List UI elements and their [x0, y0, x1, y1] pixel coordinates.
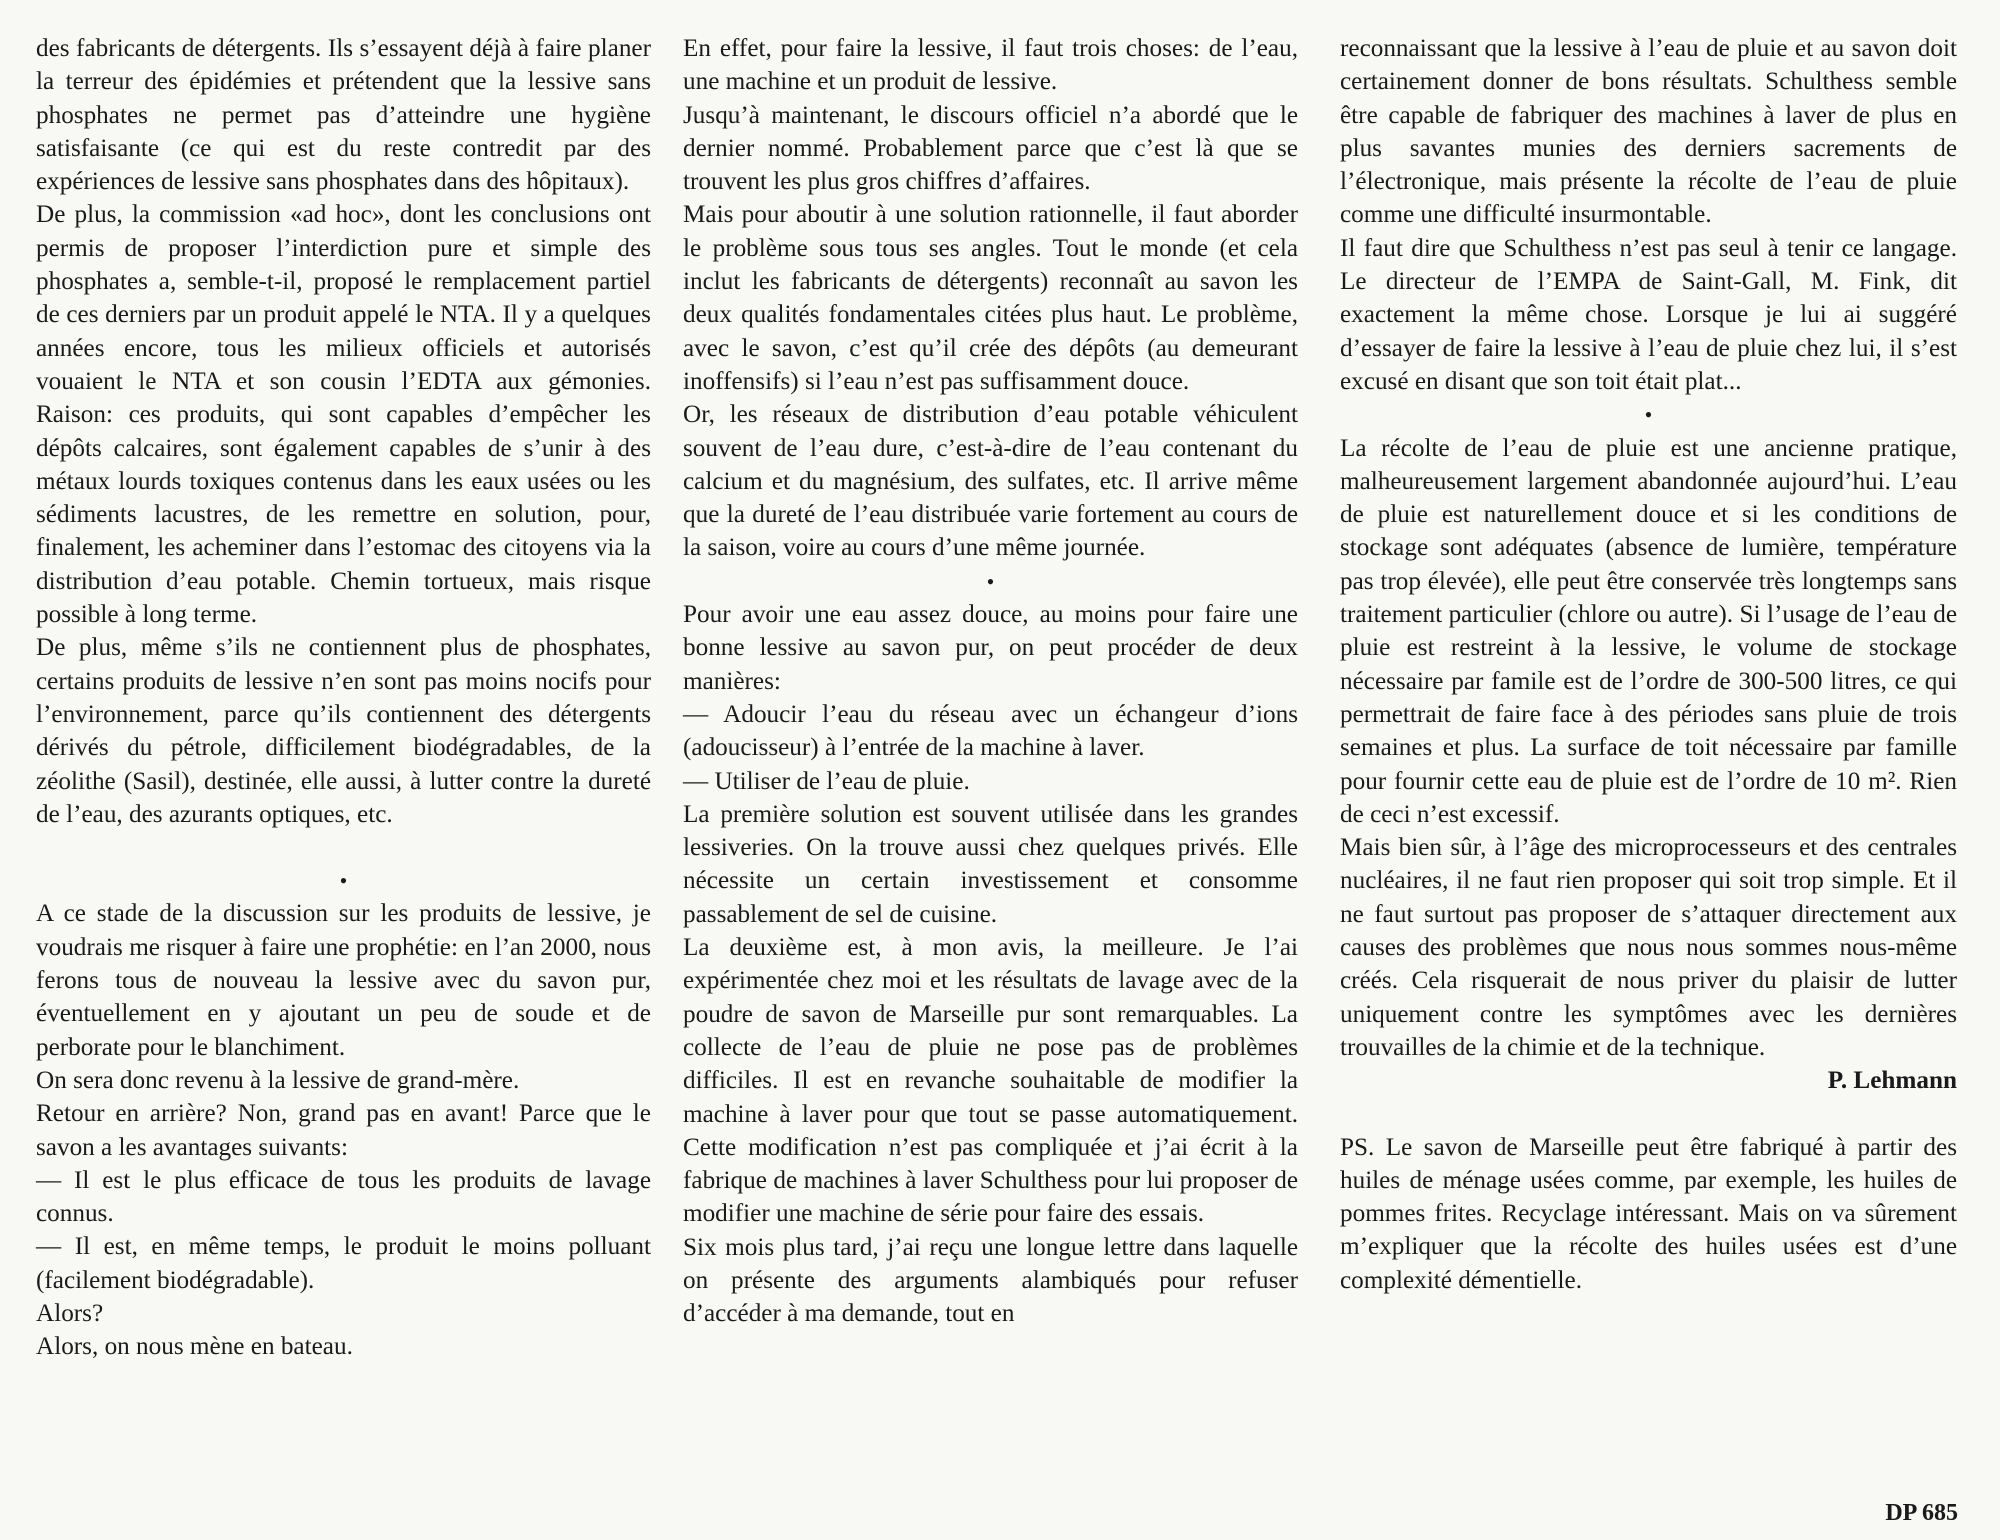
paragraph: Mais bien sûr, à l’âge des microprocesseurs et des centrales nucléaires, il ne faut rien proposer qui soit trop simple. Et il ne faut surtout pas proposer de s’attaquer directement aux causes des problèmes que nous nous sommes nous-même créés. Cela risquerait de nous priver du plaisir de lutter uniquement contre les symptômes avec les dernières trouvailles de la chimie et de la technique.: [1340, 834, 1957, 1061]
section-separator: •: [986, 568, 995, 594]
paragraph: Six mois plus tard, j’ai reçu une longue lettre dans laquelle on présente des arguments alambiqués pour refuser d’accéder à ma demande, tout en: [683, 1233, 1298, 1328]
column-2: [683, 32, 1298, 1331]
paragraph: A ce stade de la discussion sur les produits de lessive, je voudrais me risquer à faire une prophétie: en l’an 2000, nous ferons tous de nouveau la lessive avec du savon pur, éventuellement en y ajoutant un peu de soude et de perborate pour le blanchiment.: [36, 900, 651, 1061]
section-separator: •: [1644, 402, 1653, 428]
list-item: — Adoucir l’eau du réseau avec un échangeur d’ions (adoucisseur) à l’entrée de la machine à laver.: [683, 700, 1298, 762]
list-item: — Utiliser de l’eau de pluie.: [683, 767, 970, 795]
paragraph: Alors, on nous mène en bateau.: [36, 1333, 353, 1361]
paragraph: La deuxième est, à mon avis, la meilleure. Je l’ai expérimentée chez moi et les résultats de lavage avec de la poudre de savon de Marseille pur sont remarquables. La collecte de l’eau de pluie ne pose pas de problèmes difficiles. Il est en revanche souhaitable de modifier la machine à laver pour que tout se passe automatiquement. Cette modification n’est pas compliquée et j’ai écrit à la fabrique de machines à laver Schulthess pour lui proposer de modifier une machine de série pour faire des essais.: [683, 934, 1298, 1228]
paragraph: On sera donc revenu à la lessive de grand-mère.: [36, 1066, 520, 1094]
paragraph: En effet, pour faire la lessive, il faut trois choses: de l’eau, une machine et un produit de lessive.: [683, 35, 1298, 96]
paragraph: De plus, la commission «ad hoc», dont les conclusions ont permis de proposer l’interdiction pure et simple des phosphates a, semble-t-il, proposé le remplacement partiel de ces derniers par un produit appelé le NTA. Il y a quelques années encore, tous les milieux officiels et autorisés vouaient le NTA et son cousin l’EDTA aux gémonies. Raison: ces produits, qui sont capables d’empêcher les dépôts calcaires, sont également capables de s’unir à des métaux lourds toxiques contenus dans les eaux usées ou les sédiments lacustres, de les remettre en solution, pour, finalement, les acheminer dans l’estomac des citoyens via la distribution d’eau potable. Chemin tortueux, mais risque possible à long terme.: [36, 201, 651, 629]
paragraph: La récolte de l’eau de pluie est une ancienne pratique, malheureusement largement abandonnée aujourd’hui. L’eau de pluie est naturellement douce et si les conditions de stockage sont adéquates (absence de lumière, température pas trop élevée), elle peut être conservée très longtemps sans traitement particulier (chlore ou autre). Si l’usage de l’eau de pluie est restreint à la lessive, le volume de stockage nécessaire par famile est de l’ordre de 300-500 litres, ce qui permettrait de faire face à des périodes sans pluie de trois semaines et plus. La surface de toit nécessaire par famille pour fournir cette eau de pluie est de l’ordre de 10 m². Rien de ceci n’est excessif.: [1340, 434, 1957, 828]
paragraph: Alors?: [36, 1299, 104, 1327]
page-number: DP 685: [1885, 1500, 1958, 1526]
paragraph: La première solution est souvent utilisée dans les grandes lessiveries. On la trouve aussi chez quelques privés. Elle nécessite un certain investissement et consomme passablement de sel de cuisine.: [683, 800, 1298, 928]
paragraph: Or, les réseaux de distribution d’eau potable véhiculent souvent de l’eau dure, c’est-à-dire de l’eau contenant du calcium et du magnésium, des sulfates, etc. Il arrive même que la dureté de l’eau distribuée varie fortement au cours de la saison, voire au cours d’une même journée.: [683, 401, 1298, 562]
section-separator: •: [339, 868, 348, 894]
paragraph: Jusqu’à maintenant, le discours officiel n’a abordé que le dernier nommé. Probablement parce que c’est là que se trouvent les plus gros chiffres d’affaires.: [683, 101, 1298, 196]
paragraph: reconnaissant que la lessive à l’eau de pluie et au savon doit certainement donner de bons résultats. Schulthess semble être capable de fabriquer des machines à laver de plus en plus savantes munies des derniers sacrements de l’électronique, mais présente la récolte de l’eau de pluie comme une difficulté insurmontable.: [1340, 35, 1957, 229]
postscript: PS. Le savon de Marseille peut être fabriqué à partir des huiles de ménage usées comme, par exemple, les huiles de pommes frites. Recyclage intéressant. Mais on va sûrement m’expliquer que la récolte des huiles usées est d’une complexité démentielle.: [1340, 1133, 1957, 1294]
paragraph: des fabricants de détergents. Ils s’essayent déjà à faire planer la terreur des épidémies et prétendent que la lessive sans phosphates ne permet pas d’atteindre une hygiène satisfaisante (ce qui est du reste contredit par des expériences de lessive sans phosphates dans des hôpitaux).: [36, 35, 651, 196]
column-1: [36, 32, 651, 1364]
column-3: [1340, 32, 1957, 1297]
paragraph: Mais pour aboutir à une solution rationnelle, il faut aborder le problème sous tous ses angles. Tout le monde (et cela inclut les fabricants de détergents) reconnaît au savon les deux qualités fondamentales citées plus haut. Le problème, avec le savon, c’est qu’il crée des dépôts (au demeurant inoffensifs) si l’eau n’est pas suffisamment douce.: [683, 201, 1298, 395]
list-item: — Il est le plus efficace de tous les produits de lavage connus.: [36, 1166, 651, 1228]
paragraph: Pour avoir une eau assez douce, au moins pour faire une bonne lessive au savon pur, on peut procéder de deux manières:: [683, 601, 1298, 695]
paragraph: Retour en arrière? Non, grand pas en avant! Parce que le savon a les avantages suivants:: [36, 1100, 651, 1161]
list-item: — Il est, en même temps, le produit le moins polluant (facilement biodégradable).: [36, 1233, 651, 1294]
author-signature: P. Lehmann: [1827, 1067, 1957, 1095]
paragraph: De plus, même s’ils ne contiennent plus de phosphates, certains produits de lessive n’en sont pas moins nocifs pour l’environnement, parce qu’ils contiennent des détergents dérivés du pétrole, difficilement biodégradables, de la zéolithe (Sasil), destinée, elle aussi, à lutter contre la dureté de l’eau, des azurants optiques, etc.: [36, 634, 651, 828]
paragraph: Il faut dire que Schulthess n’est pas seul à tenir ce langage. Le directeur de l’EMPA de Saint-Gall, M. Fink, dit exactement la même chose. Lorsque je lui ai suggéré d’essayer de faire la lessive à l’eau de pluie chez lui, il s’est excusé en disant que son toit était plat...: [1340, 234, 1957, 395]
